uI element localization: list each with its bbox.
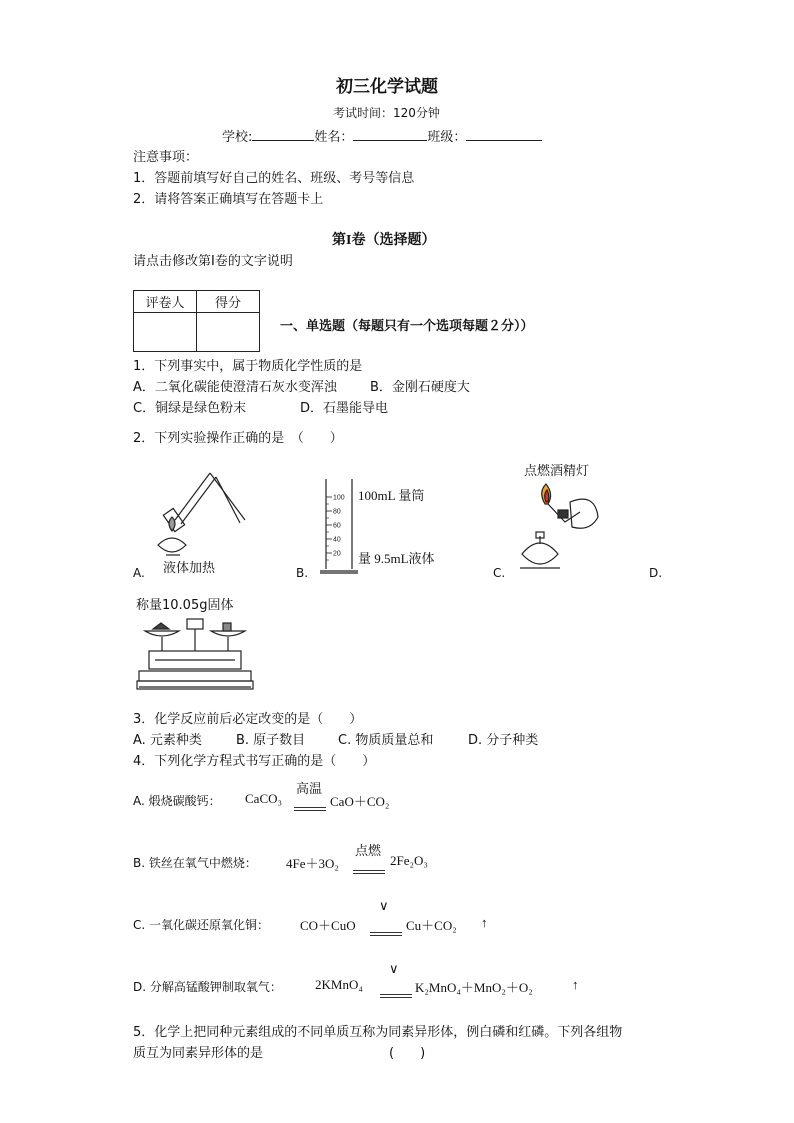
balance-illustration: [135, 615, 255, 695]
page-title: 初三化学试题: [336, 77, 438, 97]
q2-option-d-label[interactable]: D.: [649, 566, 663, 580]
section-desc[interactable]: 请点击修改第I卷的文字说明: [133, 254, 293, 269]
cylinder-tick-label: 80: [333, 508, 341, 516]
q3-option-c[interactable]: C. 物质质量总和: [338, 733, 434, 748]
q3-option-d[interactable]: D. 分子种类: [468, 733, 539, 748]
q4-b-products: 2Fe₂O₃: [390, 853, 428, 868]
q4-stem: 4．下列化学方程式书写正确的是（ ）: [133, 754, 376, 769]
info-line: [222, 126, 542, 145]
name-label: 姓名：: [314, 130, 354, 145]
class-label: 班级：: [427, 130, 467, 145]
q3-option-a[interactable]: A. 元素种类: [133, 733, 202, 748]
cylinder-tick-label: 20: [333, 550, 341, 558]
q4-b-condition: 点燃: [355, 844, 382, 859]
q4-option-b-label[interactable]: B. 铁丝在氧气中燃烧：: [133, 856, 257, 870]
cylinder-tick-label: 100: [333, 494, 345, 502]
equal-sign: [294, 807, 326, 811]
q1-option-b[interactable]: B．金刚石硬度大: [370, 380, 470, 395]
q3-stem: 3．化学反应前后必定改变的是（ ）: [133, 712, 363, 727]
heat-symbol: ∨: [379, 899, 389, 914]
cylinder-tick-label: 60: [333, 522, 341, 530]
q2-option-c-caption: 点燃酒精灯: [524, 464, 590, 479]
q2-stem: 2．下列实验操作正确的是 （ ）: [133, 431, 343, 446]
cylinder-tick-label: 40: [333, 536, 341, 544]
grader-cell[interactable]: [134, 313, 197, 352]
q1-option-d[interactable]: D．石墨能导电: [300, 401, 389, 416]
note-item: 2．请将答案正确填写在答题卡上: [133, 192, 324, 207]
q4-option-d-label[interactable]: D. 分解高锰酸钾制取氧气：: [133, 980, 282, 994]
score-header: 得分: [197, 291, 260, 313]
q4-c-products: Cu＋CO₂: [406, 918, 457, 933]
grader-header: 评卷人: [134, 291, 197, 313]
school-blank[interactable]: [252, 128, 314, 141]
equal-sign: [370, 932, 402, 936]
graduated-cylinder-illustration: [318, 475, 363, 575]
notes-heading: 注意事项：: [133, 150, 199, 165]
section-title: 第I卷（选择题）: [332, 233, 436, 248]
q4-d-products: K₂MnO₄＋MnO₂＋O₂: [415, 980, 533, 995]
q1-option-c[interactable]: C．铜绿是绿色粉末: [133, 401, 247, 416]
alcohol-lamp-illustration: [510, 482, 610, 577]
q4-c-reactants: CO＋CuO: [300, 918, 356, 933]
equal-sign: [353, 870, 385, 874]
q4-d-reactants: 2KMnO₄: [315, 977, 363, 992]
q4-option-a-label[interactable]: A. 煅烧碳酸钙：: [133, 794, 221, 808]
heat-symbol: ∨: [389, 962, 399, 977]
liquid-heating-illustration: [150, 465, 250, 565]
q1-option-a[interactable]: A．二氧化碳能使澄清石灰水变浑浊: [133, 380, 337, 395]
q5-stem-line2: 质互为同素异形体的是: [133, 1046, 264, 1061]
q4-a-reactants: CaCO₃: [245, 791, 283, 806]
q2-option-b-label[interactable]: B.: [296, 566, 309, 580]
q4-a-condition: 高温: [296, 782, 323, 797]
gas-arrow: ↑: [481, 915, 488, 930]
q2-option-d-caption: 称量10.05g固体: [136, 598, 234, 613]
exam-time: 考试时间：120分钟: [333, 106, 440, 120]
equal-sign: [380, 994, 412, 998]
q4-a-products: CaO＋CO₂: [330, 794, 390, 809]
gas-arrow: ↑: [572, 977, 579, 992]
score-table: [133, 290, 260, 352]
q2-option-b-caption-bottom: 量 9.5mL液体: [358, 551, 435, 566]
q2-option-a-caption: 液体加热: [163, 561, 216, 576]
q2-option-b-caption-top: 100mL 量筒: [358, 488, 425, 503]
q5-stem-line1: 5．化学上把同种元素组成的不同单质互称为同素异形体，例白磷和红磷。下列各组物: [133, 1025, 623, 1040]
q5-answer-paren[interactable]: ( ): [389, 1046, 426, 1061]
class-blank[interactable]: [466, 128, 542, 141]
school-label: 学校:: [222, 130, 253, 145]
q3-option-b[interactable]: B. 原子数目: [236, 733, 306, 748]
note-item: 1．答题前填写好自己的姓名、班级、考号等信息: [133, 171, 415, 186]
part-title: 一、单选题（每题只有一个选项每题２分））: [280, 319, 534, 334]
q2-option-c-label[interactable]: C.: [493, 566, 506, 580]
q2-option-a-label[interactable]: A.: [133, 566, 145, 580]
q4-b-reactants: 4Fe＋3O₂: [286, 856, 339, 871]
q4-option-c-label[interactable]: C. 一氧化碳还原氧化铜：: [133, 918, 270, 932]
name-blank[interactable]: [353, 128, 427, 141]
score-cell[interactable]: [197, 313, 260, 352]
q1-stem: 1．下列事实中，属于物质化学性质的是: [133, 359, 363, 374]
